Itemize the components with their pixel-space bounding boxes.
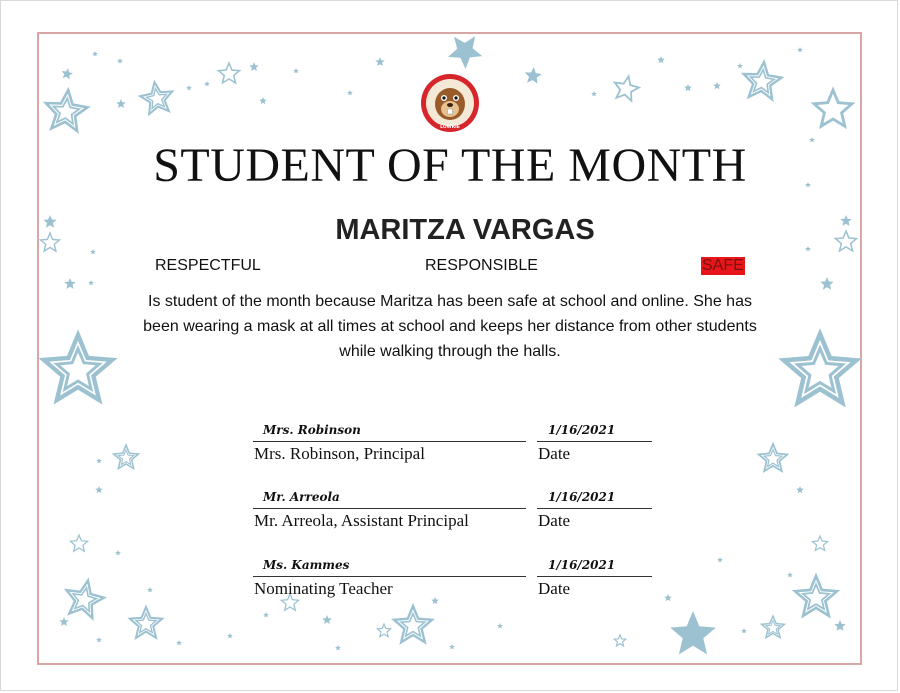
star-icon: [525, 67, 542, 84]
nomination-reason: Is student of the month because Maritza has been safe at school and online. She has been wearing a mask at all times at school and keeps her distance from other students while walking through the halls.: [143, 293, 757, 360]
star-icon: [394, 606, 432, 642]
star-icon: [401, 614, 425, 636]
star-icon: [249, 62, 259, 71]
star-icon: [795, 576, 837, 616]
star-icon: [834, 620, 845, 631]
star-icon: [820, 277, 833, 290]
star-icon: [204, 81, 210, 86]
trait-safe: SAFE: [702, 257, 744, 274]
star-icon: [784, 334, 856, 403]
trait-responsible: RESPONSIBLE: [425, 257, 538, 274]
star-icon: [335, 645, 341, 650]
signature-assistant-principal: Mr. Arreola: [263, 490, 340, 504]
star-icon: [787, 572, 793, 577]
star-icon: [614, 635, 625, 646]
star-icon: [96, 637, 102, 642]
signature-caption-assistant-principal: Mr. Arreola, Assistant Principal: [254, 511, 469, 530]
star-icon: [322, 615, 332, 624]
star-icon: [713, 82, 721, 89]
star-icon: [449, 644, 455, 649]
beaver-mascot-logo: [420, 73, 480, 133]
star-icon: [140, 82, 172, 114]
star-icon: [88, 280, 94, 285]
star-icon: [95, 486, 103, 493]
star-icon: [147, 587, 153, 592]
star-icon: [259, 97, 267, 104]
star-icon: [664, 594, 672, 601]
star-icon: [116, 99, 126, 108]
signature-caption-principal: Mrs. Robinson, Principal: [254, 444, 425, 463]
signature-date-principal: 1/16/2021: [548, 423, 616, 437]
star-icon: [115, 550, 121, 555]
star-icon: [431, 597, 439, 604]
date-caption: Date: [538, 511, 571, 530]
star-icon: [347, 90, 353, 95]
signature-principal: Mrs. Robinson: [263, 423, 361, 437]
student-name: MARITZA VARGAS: [335, 214, 595, 246]
star-icon: [64, 278, 75, 289]
signature-caption-teacher: Nominating Teacher: [254, 579, 393, 598]
star-icon: [814, 90, 852, 126]
star-icon: [227, 633, 233, 638]
trait-respectful: RESPECTFUL: [155, 257, 261, 274]
star-icon: [130, 607, 162, 638]
star-icon: [591, 91, 597, 96]
date-line: [537, 508, 652, 509]
star-icon: [57, 349, 99, 389]
signature-line: [253, 441, 526, 442]
star-icon: [684, 84, 692, 91]
star-icon: [92, 51, 98, 56]
signature-line: [253, 576, 526, 577]
signature-date-teacher: 1/16/2021: [548, 558, 616, 572]
star-icon: [219, 63, 240, 83]
star-icon: [796, 486, 804, 493]
date-line: [537, 441, 652, 442]
star-icon: [798, 348, 843, 391]
star-icon: [59, 617, 69, 626]
star-icon: [117, 58, 123, 63]
signature-line: [253, 508, 526, 509]
star-icon: [759, 444, 788, 471]
star-icon: [44, 335, 112, 400]
star-icon: [737, 63, 743, 68]
star-icon: [46, 90, 88, 131]
star-icon: [67, 580, 104, 618]
signature-teacher: Ms. Kammes: [263, 558, 350, 572]
star-icon: [70, 535, 87, 551]
star-icon: [90, 249, 96, 254]
date-caption: Date: [538, 579, 571, 598]
star-icon: [136, 614, 156, 633]
date-line: [537, 576, 652, 577]
star-icon: [186, 85, 192, 90]
star-icon: [812, 536, 827, 551]
star-icon: [176, 640, 182, 645]
star-icon: [96, 458, 102, 463]
star-icon: [497, 623, 503, 628]
logo-text: LOWRIE: [440, 125, 460, 130]
star-icon: [377, 624, 390, 637]
star-icon: [744, 62, 782, 99]
star-icon: [657, 56, 665, 63]
star-icon: [762, 616, 785, 638]
signature-date-assistant-principal: 1/16/2021: [548, 490, 616, 504]
star-icon: [741, 628, 747, 633]
star-icon: [670, 611, 716, 654]
star-icon: [764, 450, 782, 467]
star-icon: [375, 57, 385, 66]
star-icon: [293, 68, 299, 73]
star-icon: [797, 47, 803, 52]
star-icon: [717, 557, 723, 562]
certificate-title: STUDENT OF THE MONTH: [153, 139, 747, 192]
star-icon: [615, 76, 639, 101]
star-icon: [62, 68, 73, 79]
star-icon: [448, 36, 482, 69]
date-caption: Date: [538, 444, 571, 463]
star-icon: [263, 612, 269, 617]
